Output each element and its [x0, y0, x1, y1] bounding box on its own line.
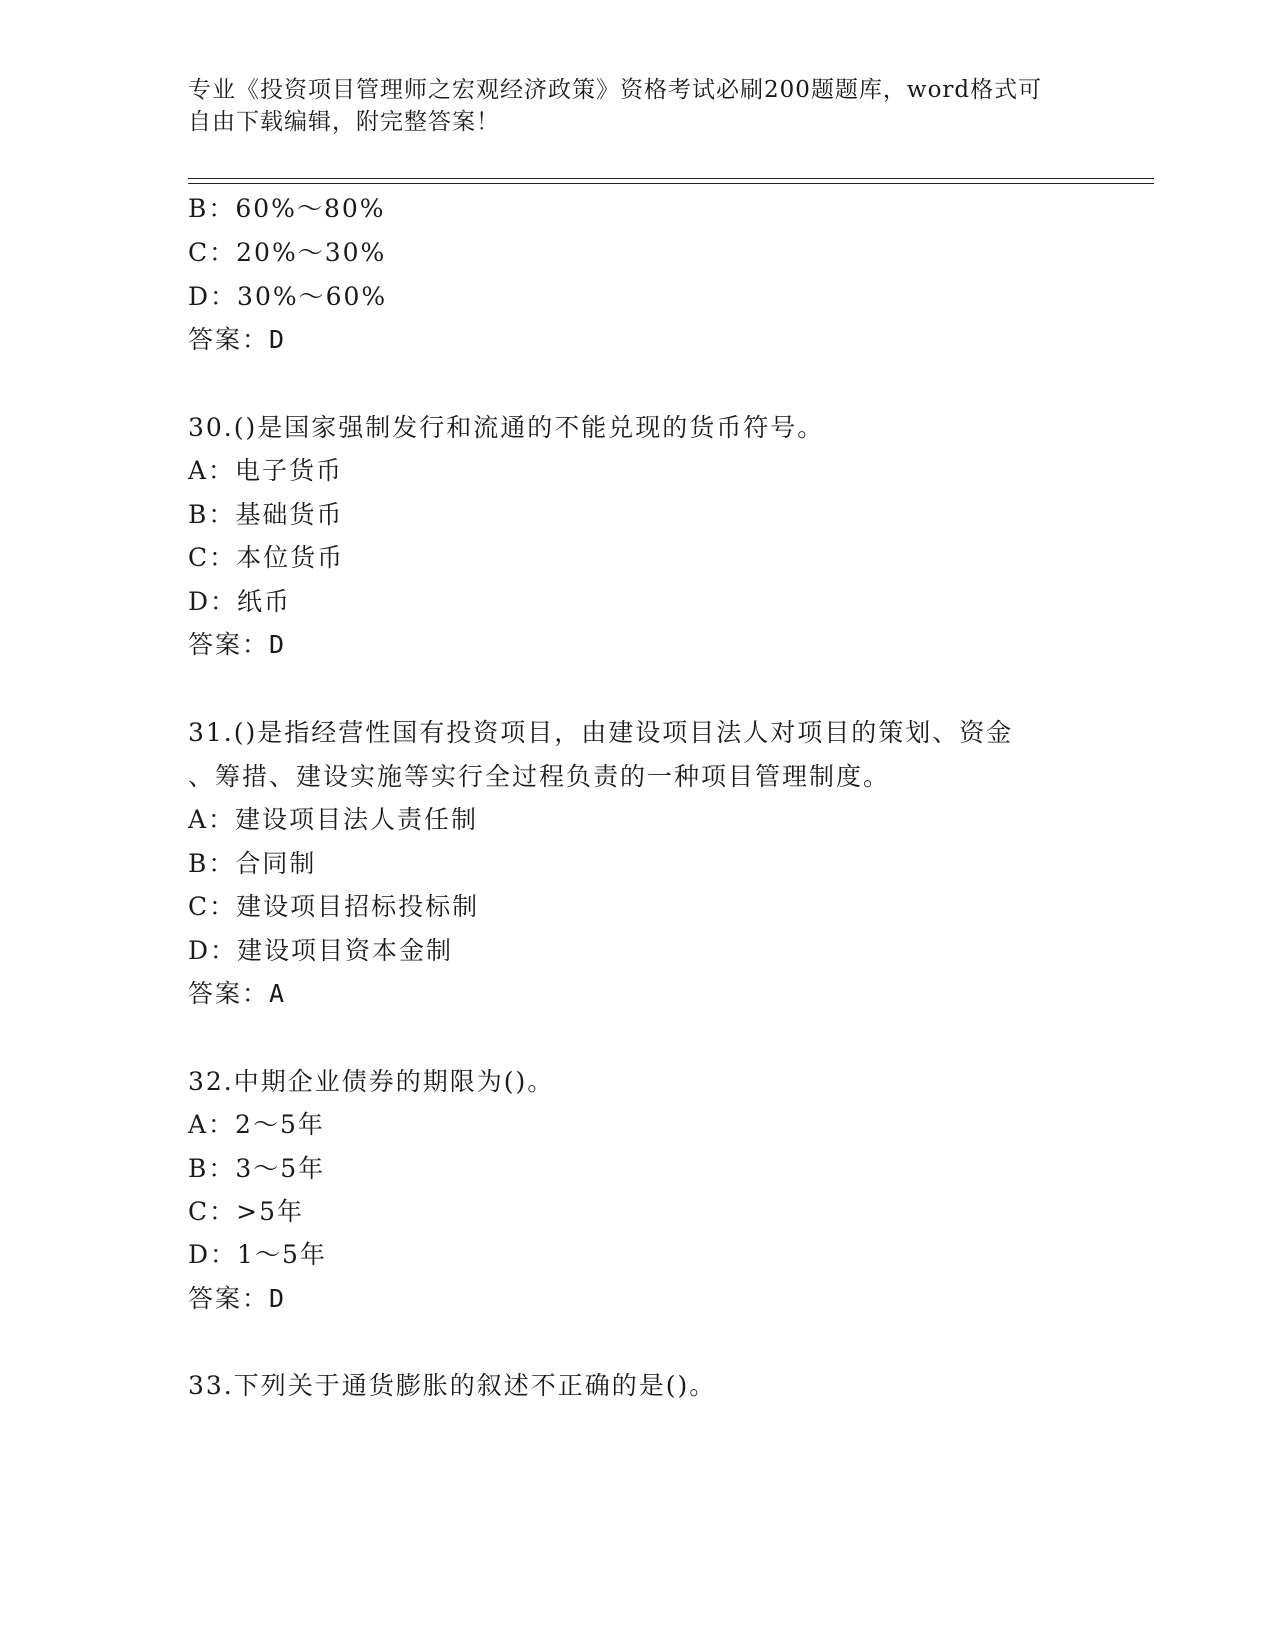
- header-divider-top: [188, 178, 1154, 179]
- answer-label: 答案：: [188, 630, 270, 659]
- q32-stem: 32.中期企业债券的期限为()。: [188, 1067, 555, 1096]
- q30-option-b: B：基础货币: [188, 500, 344, 529]
- q29-option-d: D：30%～60%: [188, 282, 388, 311]
- q31-option-a: A：建设项目法人责任制: [188, 805, 479, 834]
- answer-value: D: [269, 630, 287, 659]
- q32-option-a: A：2～5年: [188, 1110, 325, 1139]
- q31-answer: [188, 979, 286, 1009]
- q29-option-b: B：60%～80%: [188, 194, 386, 223]
- answer-value: D: [269, 325, 287, 354]
- q30-option-a: A：电子货币: [188, 456, 344, 485]
- q30-option-d: D：纸币: [188, 587, 292, 616]
- answer-value: D: [269, 1284, 287, 1313]
- q31-option-b: B：合同制: [188, 849, 317, 878]
- q32-option-c: C：>5年: [188, 1197, 304, 1226]
- q33-stem: 33.下列关于通货膨胀的叙述不正确的是()。: [188, 1371, 717, 1400]
- q30-stem: 30.()是国家强制发行和流通的不能兑现的货币符号。: [188, 413, 825, 442]
- q30-option-c: C：本位货币: [188, 543, 345, 572]
- q32-option-d: D：1～5年: [188, 1240, 327, 1269]
- q32-option-b: B：3～5年: [188, 1154, 326, 1183]
- q30-answer: [188, 630, 286, 660]
- q31-option-d: D：建设项目资本金制: [188, 936, 454, 965]
- header-line-1: 专业《投资项目管理师之宏观经济政策》资格考试必刷200题题库，word格式可: [188, 77, 1043, 103]
- document-header: [188, 74, 1068, 138]
- q31-stem-line-2: 、筹措、建设实施等实行全过程负责的一种项目管理制度。: [188, 762, 891, 791]
- header-divider-bottom: [188, 183, 1154, 184]
- q31-option-c: C：建设项目招标投标制: [188, 892, 480, 921]
- answer-value: A: [269, 979, 287, 1008]
- answer-label: 答案：: [188, 1284, 270, 1313]
- q29-option-c: C：20%～30%: [188, 238, 387, 267]
- answer-label: 答案：: [188, 979, 270, 1008]
- header-line-2: 自由下载编辑，附完整答案！: [188, 109, 500, 135]
- q31-stem-line-1: 31.()是指经营性国有投资项目，由建设项目法人对项目的策划、资金: [188, 718, 1014, 747]
- answer-label: 答案：: [188, 325, 270, 354]
- q29-answer: [188, 325, 286, 355]
- q32-answer: [188, 1284, 286, 1314]
